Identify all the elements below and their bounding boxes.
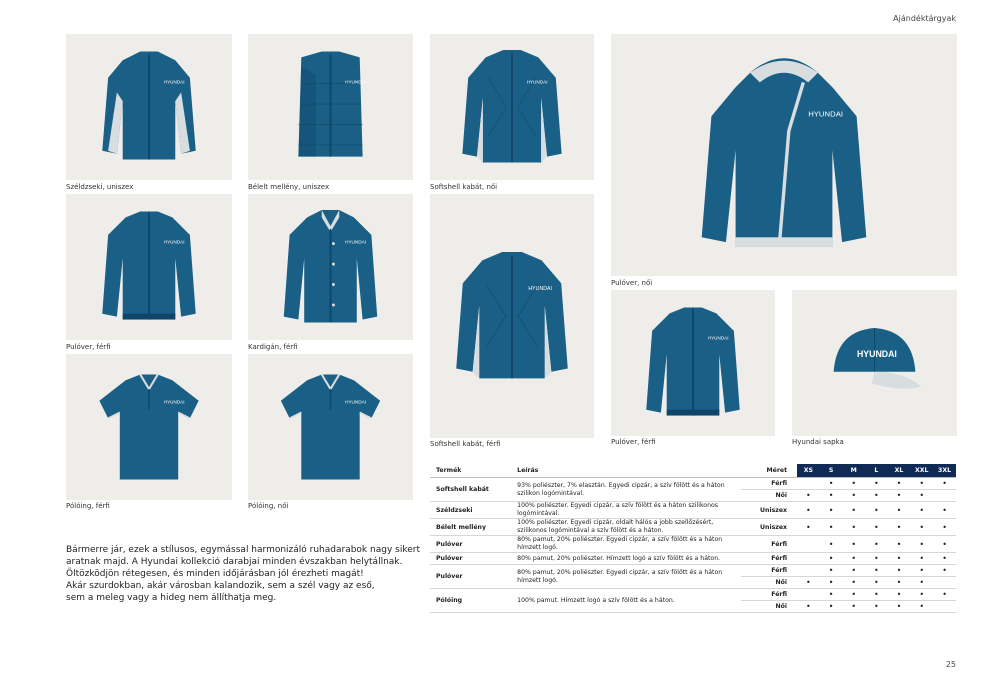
hyundai-logo: HYUNDAI — [345, 399, 367, 405]
table-row — [430, 553, 956, 565]
zip-hoodie-icon — [611, 34, 957, 276]
size-l: L — [865, 464, 888, 478]
product-name: Széldzseki — [430, 502, 511, 519]
product-image-sweater-men-2 — [611, 290, 775, 436]
size-availability-dot: • — [888, 536, 911, 553]
caption-softshell-men: Softshell kabát, férfi — [430, 440, 501, 448]
fit-label: Női — [741, 490, 797, 502]
header-product: Termék — [430, 464, 511, 478]
size-availability-dot: • — [797, 502, 820, 519]
size-availability-dot: • — [888, 589, 911, 601]
product-description: 100% poliészter. Egyedi cipzár, oldalt hálós a jobb szellőzésért, szilikonos logómintával a szív fölött és a háton. — [511, 519, 741, 536]
intro-line: Öltözködjön rétegesen, és minden időjárásban jól érezheti magát! — [66, 569, 364, 579]
hyundai-logo: HYUNDAI — [856, 349, 897, 360]
size-availability-dot: • — [820, 536, 843, 553]
intro-line: Akár szurdokban, akár városban kalandozik, sem a szél vagy az eső, — [66, 581, 375, 591]
polo-shirt-icon — [248, 354, 413, 500]
size-availability-dot — [797, 478, 820, 490]
hyundai-logo: HYUNDAI — [528, 285, 552, 292]
intro-paragraph — [66, 544, 420, 604]
size-availability-dot: • — [910, 577, 933, 589]
caption-sweater-men-2: Pulóver, férfi — [611, 438, 656, 446]
size-availability-dot: • — [797, 490, 820, 502]
caption-vest: Bélelt mellény, uniszex — [248, 183, 330, 191]
size-3xl: 3XL — [933, 464, 956, 478]
size-availability-dot: • — [933, 553, 956, 565]
size-availability-dot — [933, 490, 956, 502]
product-description: 100% pamut. Hímzett logó a szív fölött és a háton. — [511, 589, 741, 613]
zip-sweater-icon — [66, 194, 232, 340]
hyundai-logo: HYUNDAI — [163, 239, 185, 245]
size-availability-dot — [797, 589, 820, 601]
size-availability-dot: • — [820, 577, 843, 589]
size-availability-dot: • — [933, 589, 956, 601]
size-availability-dot: • — [933, 478, 956, 490]
intro-line: Bármerre jár, ezek a stílusos, egymással harmonizáló ruhadarabok nagy sikert — [66, 545, 420, 555]
fit-label: Női — [741, 577, 797, 589]
zip-sweater-icon — [611, 290, 775, 436]
size-availability-dot: • — [820, 502, 843, 519]
size-availability-dot: • — [888, 553, 911, 565]
product-image-cardigan — [248, 194, 413, 340]
size-availability-dot — [797, 553, 820, 565]
size-availability-dot: • — [910, 601, 933, 613]
product-description: 80% pamut, 20% poliészter. Egyedi cipzár, a szív fölött és a háton hímzett logó. — [511, 565, 741, 589]
fit-label: Férfi — [741, 589, 797, 601]
product-name: Bélelt mellény — [430, 519, 511, 536]
size-availability-dot: • — [888, 565, 911, 577]
product-description: 100% poliészter. Egyedi cipzár, a szív fölött és a háton szilikonos logómintával. — [511, 502, 741, 519]
cap-icon — [792, 290, 957, 436]
caption-sweater-men: Pulóver, férfi — [66, 343, 111, 351]
size-availability-dot: • — [820, 601, 843, 613]
size-availability-dot: • — [910, 478, 933, 490]
size-availability-dot: • — [820, 553, 843, 565]
size-availability-dot: • — [888, 577, 911, 589]
product-name: Pólóing — [430, 589, 511, 613]
product-image-polo-women — [248, 354, 413, 500]
intro-line: aratnak majd. A Hyundai kollekció darabjai minden évszakban helytállnak. — [66, 557, 403, 567]
size-availability-dot: • — [842, 553, 865, 565]
size-availability-dot: • — [933, 565, 956, 577]
product-image-hoodie-women — [611, 34, 957, 276]
table-row — [430, 502, 956, 519]
size-m: M — [842, 464, 865, 478]
size-availability-dot: • — [820, 589, 843, 601]
size-availability-dot: • — [842, 601, 865, 613]
caption-cap: Hyundai sapka — [792, 438, 844, 446]
table-row — [430, 565, 956, 577]
size-availability-dot: • — [910, 589, 933, 601]
size-availability-dot: • — [910, 553, 933, 565]
caption-windbreaker: Széldzseki, uniszex — [66, 183, 134, 191]
size-availability-dot: • — [865, 565, 888, 577]
softshell-jacket-icon — [430, 34, 594, 180]
size-table-body — [430, 478, 956, 613]
hyundai-logo: HYUNDAI — [163, 399, 185, 405]
size-availability-dot — [797, 536, 820, 553]
product-image-polo-men — [66, 354, 232, 500]
table-row — [430, 589, 956, 601]
header-size: Méret — [741, 464, 797, 478]
size-availability-dot: • — [933, 536, 956, 553]
size-availability-dot: • — [820, 490, 843, 502]
size-availability-dot: • — [865, 502, 888, 519]
size-availability-dot: • — [797, 577, 820, 589]
size-availability-dot: • — [888, 519, 911, 536]
product-image-softshell-men — [430, 194, 594, 438]
polo-shirt-icon — [66, 354, 232, 500]
size-xs: XS — [797, 464, 820, 478]
size-availability-dot: • — [888, 502, 911, 519]
product-image-softshell-women — [430, 34, 594, 180]
size-availability-dot: • — [933, 502, 956, 519]
size-availability-dot: • — [820, 478, 843, 490]
size-availability-dot: • — [842, 478, 865, 490]
caption-polo-men: Pólóing, férfi — [66, 502, 110, 510]
size-xl: XL — [888, 464, 911, 478]
size-availability-dot: • — [842, 589, 865, 601]
size-availability-dot: • — [820, 519, 843, 536]
caption-softshell-women: Softshell kabát, női — [430, 183, 498, 191]
size-availability-dot: • — [910, 565, 933, 577]
product-name: Softshell kabát — [430, 478, 511, 502]
size-availability-dot: • — [910, 519, 933, 536]
product-image-windbreaker — [66, 34, 232, 180]
hyundai-logo: HYUNDAI — [163, 79, 185, 85]
size-availability-dot: • — [865, 536, 888, 553]
size-availability-dot — [797, 565, 820, 577]
size-availability-dot: • — [842, 490, 865, 502]
section-title: Ajándéktárgyak — [893, 14, 956, 23]
hyundai-logo: HYUNDAI — [526, 79, 548, 85]
size-availability-dot: • — [865, 490, 888, 502]
fit-label: Férfi — [741, 536, 797, 553]
size-availability-dot: • — [865, 478, 888, 490]
size-s: S — [820, 464, 843, 478]
product-name: Pulóver — [430, 553, 511, 565]
product-description: 80% pamut, 20% poliészter. Hímzett logó a szív fölött és a háton. — [511, 553, 741, 565]
product-image-vest — [248, 34, 413, 180]
size-table-header — [430, 464, 956, 478]
product-name: Pulóver — [430, 536, 511, 553]
size-availability-dot: • — [820, 565, 843, 577]
size-availability-dot: • — [888, 601, 911, 613]
size-xxl: XXL — [910, 464, 933, 478]
size-availability-dot: • — [910, 490, 933, 502]
softshell-jacket-icon — [430, 194, 594, 438]
size-availability-dot: • — [842, 577, 865, 589]
size-table — [430, 464, 956, 613]
fit-label: Uniszex — [741, 502, 797, 519]
size-availability-dot: • — [910, 502, 933, 519]
page-number: 25 — [945, 660, 956, 669]
product-name: Pulóver — [430, 565, 511, 589]
hyundai-logo: HYUNDAI — [707, 335, 729, 341]
size-availability-dot: • — [888, 478, 911, 490]
intro-line: sem a meleg vagy a hideg nem állíthatja meg. — [66, 593, 277, 603]
size-availability-dot: • — [865, 589, 888, 601]
caption-cardigan: Kardigán, férfi — [248, 343, 298, 351]
table-row — [430, 519, 956, 536]
product-description: 80% pamut, 20% poliészter. Egyedi cipzár, a szív fölött és a háton hímzett logó. — [511, 536, 741, 553]
size-availability-dot — [933, 601, 956, 613]
size-availability-dot: • — [865, 519, 888, 536]
header-description: Leírás — [511, 464, 741, 478]
size-availability-dot: • — [842, 519, 865, 536]
product-description: 93% poliészter, 7% elasztán. Egyedi cipzár, a szív fölött és a háton szilikon logómintával. — [511, 478, 741, 502]
product-image-cap — [792, 290, 957, 436]
size-availability-dot: • — [865, 553, 888, 565]
size-availability-dot: • — [842, 502, 865, 519]
size-availability-dot: • — [865, 577, 888, 589]
size-availability-dot: • — [933, 519, 956, 536]
size-availability-dot: • — [797, 601, 820, 613]
table-row — [430, 536, 956, 553]
hyundai-logo: HYUNDAI — [345, 79, 367, 85]
size-availability-dot: • — [910, 536, 933, 553]
caption-hoodie-women: Pulóver, női — [611, 279, 653, 287]
fit-label: Férfi — [741, 478, 797, 490]
cardigan-icon — [248, 194, 413, 340]
hyundai-logo: HYUNDAI — [345, 239, 367, 245]
padded-vest-icon — [248, 34, 413, 180]
product-image-sweater-men — [66, 194, 232, 340]
table-row — [430, 478, 956, 490]
size-availability-dot — [933, 577, 956, 589]
fit-label: Női — [741, 601, 797, 613]
fit-label: Uniszex — [741, 519, 797, 536]
size-availability-dot: • — [797, 519, 820, 536]
size-availability-dot: • — [842, 565, 865, 577]
caption-polo-women: Pólóing, női — [248, 502, 289, 510]
size-availability-dot: • — [888, 490, 911, 502]
size-availability-dot: • — [842, 536, 865, 553]
fit-label: Férfi — [741, 553, 797, 565]
fit-label: Férfi — [741, 565, 797, 577]
windbreaker-jacket-icon — [66, 34, 232, 180]
hyundai-logo: HYUNDAI — [808, 109, 844, 119]
size-availability-dot: • — [865, 601, 888, 613]
